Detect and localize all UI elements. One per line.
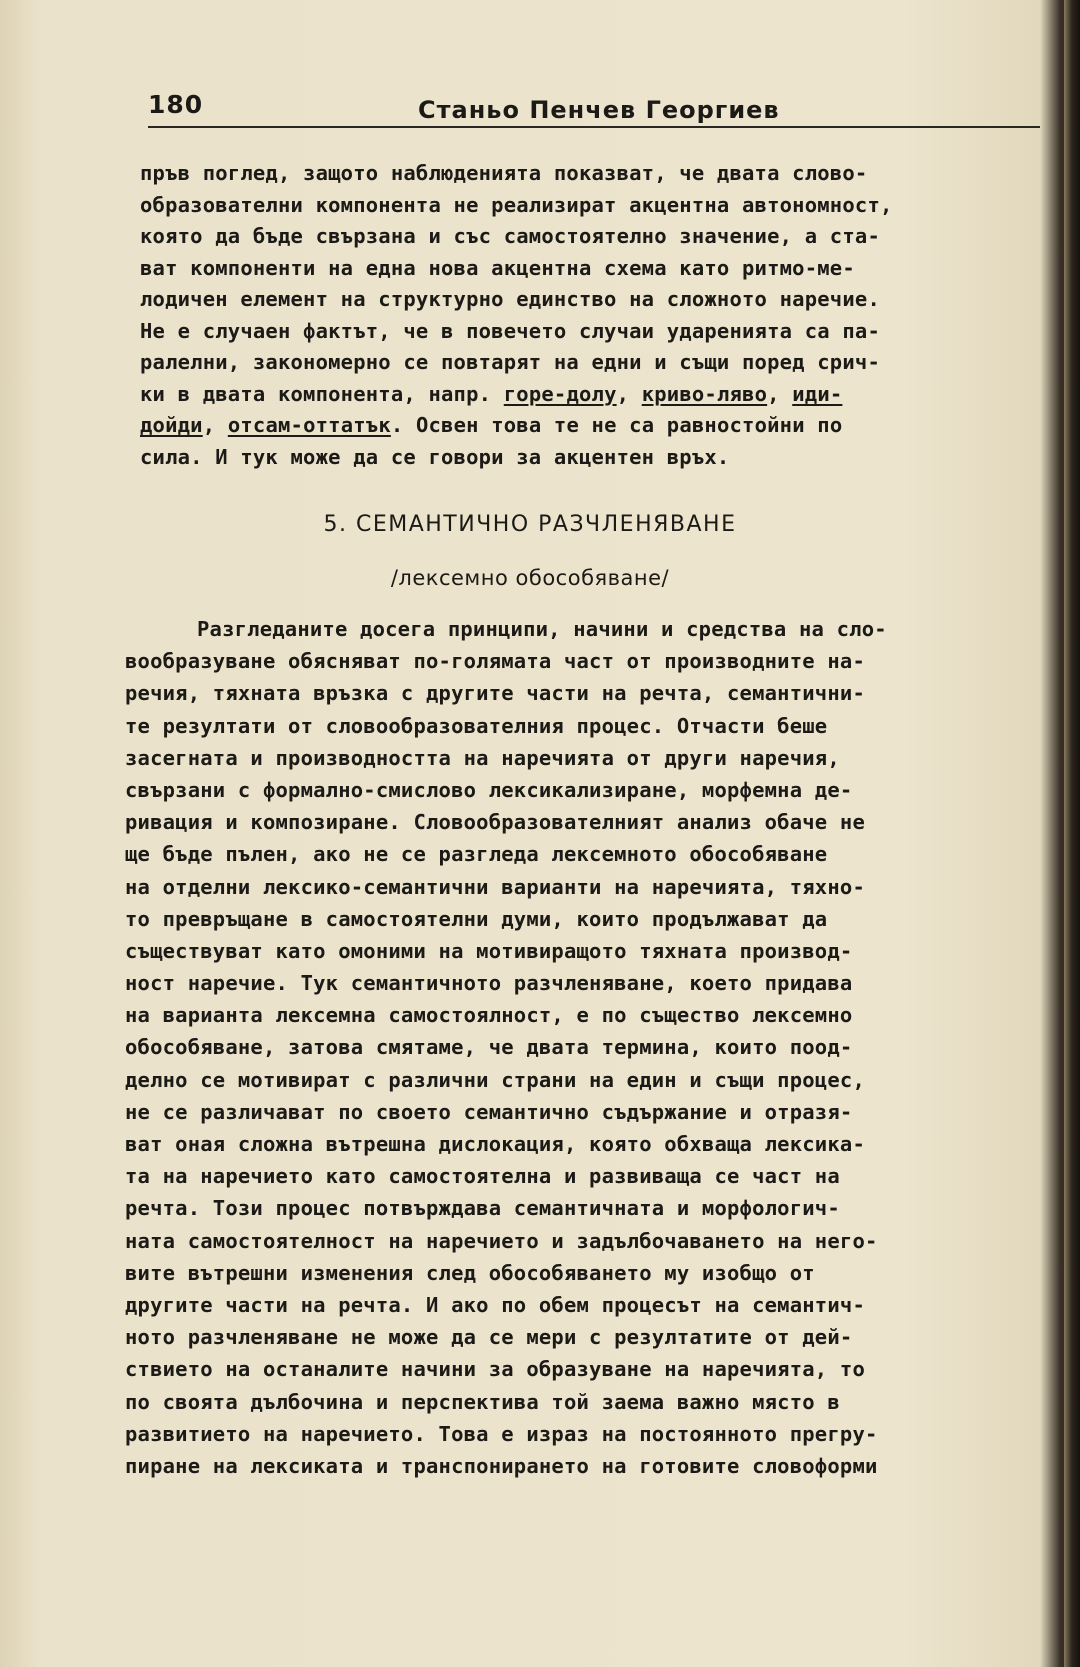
page-header	[148, 84, 1040, 126]
text-line: то превръщане в самостоятелни думи, които продължават да	[125, 906, 828, 931]
text-line: по своята дълбочина и перспектива той заема важно място в	[125, 1389, 840, 1414]
underlined-example: криво-ляво	[641, 381, 768, 406]
text-line: речия, тяхната връзка с другите части на речта, семантични-	[125, 681, 865, 706]
text-line: другите части на речта. И ако по обем процесът на семантич-	[125, 1292, 865, 1317]
text-line: сила. И тук може да се говори за акцентен връх.	[140, 444, 730, 469]
text-line: засегната и производността на наречията от други наречия,	[125, 745, 840, 770]
underlined-example: иди-	[792, 381, 843, 406]
text-line: на отделни лексико-семантични варианти на наречията, тяхно-	[125, 874, 865, 899]
text-line: та на наречието като самостоятелна и развиваща се част на	[125, 1164, 840, 1189]
text-line: не се различават по своето семантично съдържание и отразя-	[125, 1099, 853, 1124]
text-fragment: . Освен това те не са равностойни по	[390, 413, 843, 437]
text-line: образователни компонента не реализират акцентна автономност,	[140, 192, 893, 217]
page-number: 180	[148, 90, 204, 119]
paragraph-section-5	[125, 613, 1050, 1482]
text-line: делно се мотивират с различни страни на един и същи процес,	[125, 1067, 865, 1092]
text-fragment: ки в двата компонента, напр.	[140, 381, 504, 406]
text-line: обособяване, затова смятаме, че двата термина, които поод-	[125, 1035, 853, 1060]
text-line: ривация и композиране. Словообразователният анализ обаче не	[125, 810, 865, 835]
text-line: съществуват като омоними на мотивиращото тяхната производ-	[125, 938, 853, 963]
text-line: ралелни, закономерно се повтарят на едни и същи поред срич-	[140, 350, 880, 374]
text-line: вообразуване обясняват по-голямата част от производните на-	[125, 649, 865, 674]
text-line: речта. Този процес потвърждава семантичната и морфологич-	[125, 1196, 840, 1221]
underlined-example: дойди	[140, 413, 203, 437]
text-fragment: ,	[616, 381, 642, 406]
text-line: ното разчленяване не може да се мери с резултатите от дей-	[125, 1325, 853, 1350]
text-line: Разгледаните досега принципи, начини и средства на сло-	[197, 617, 887, 641]
text-fragment: ,	[202, 413, 228, 437]
text-line: ност наречие. Тук семантичното разчленяване, което придава	[125, 971, 853, 996]
paragraph-continued	[140, 158, 1045, 473]
underlined-example: горе-долу	[503, 381, 617, 406]
text-line: лодичен елемент на структурно единство на сложното наречие.	[140, 287, 880, 311]
text-line: те резултати от словообразователния процес. Отчасти беше	[125, 713, 828, 738]
text-line: ствието на останалите начини за образуване на наречията, то	[125, 1357, 865, 1382]
text-line: ната самостоятелност на наречието и задълбочаването на него-	[125, 1228, 878, 1253]
text-line: ват компоненти на една нова акцентна схема като ритмо-ме-	[140, 255, 855, 280]
text-line: на варианта лексемна самостоялност, е по същество лексемно	[125, 1003, 853, 1028]
text-line: ват оная сложна вътрешна дислокация, която обхваща лексика-	[125, 1132, 865, 1156]
section-subtitle: /лексемно обособяване/	[390, 566, 670, 590]
text-line: Не е случаен фактът, че в повечето случаи ударенията са па-	[140, 318, 880, 343]
text-fragment: ,	[767, 381, 793, 406]
running-head: Станьо Пенчев Георгиев	[418, 96, 780, 124]
text-line: ще бъде пълен, ако не се разгледа лексемното обособяване	[125, 842, 828, 867]
text-line: която да бъде свързана и със самостоятелно значение, а ста-	[140, 224, 880, 248]
header-rule	[148, 126, 1040, 128]
text-line: вите вътрешни изменения след обособяването му изобщо от	[125, 1260, 815, 1285]
underlined-example: отсам-оттатък	[227, 413, 391, 437]
text-line: пиране на лексиката и транспонирането на готовите словоформи	[125, 1453, 878, 1478]
section-title: 5. СЕМАНТИЧНО РАЗЧЛЕНЯВАНЕ	[323, 512, 737, 537]
text-line	[140, 379, 1045, 411]
page-binding-edge	[1064, 0, 1080, 1667]
text-line: свързани с формално-смислово лексикализиране, морфемна де-	[125, 777, 853, 802]
text-line: пръв поглед, защото наблюденията показват, че двата слово-	[140, 161, 868, 185]
text-line: развитието на наречието. Това е израз на постоянното прегру-	[125, 1421, 878, 1446]
text-line	[140, 410, 1045, 442]
